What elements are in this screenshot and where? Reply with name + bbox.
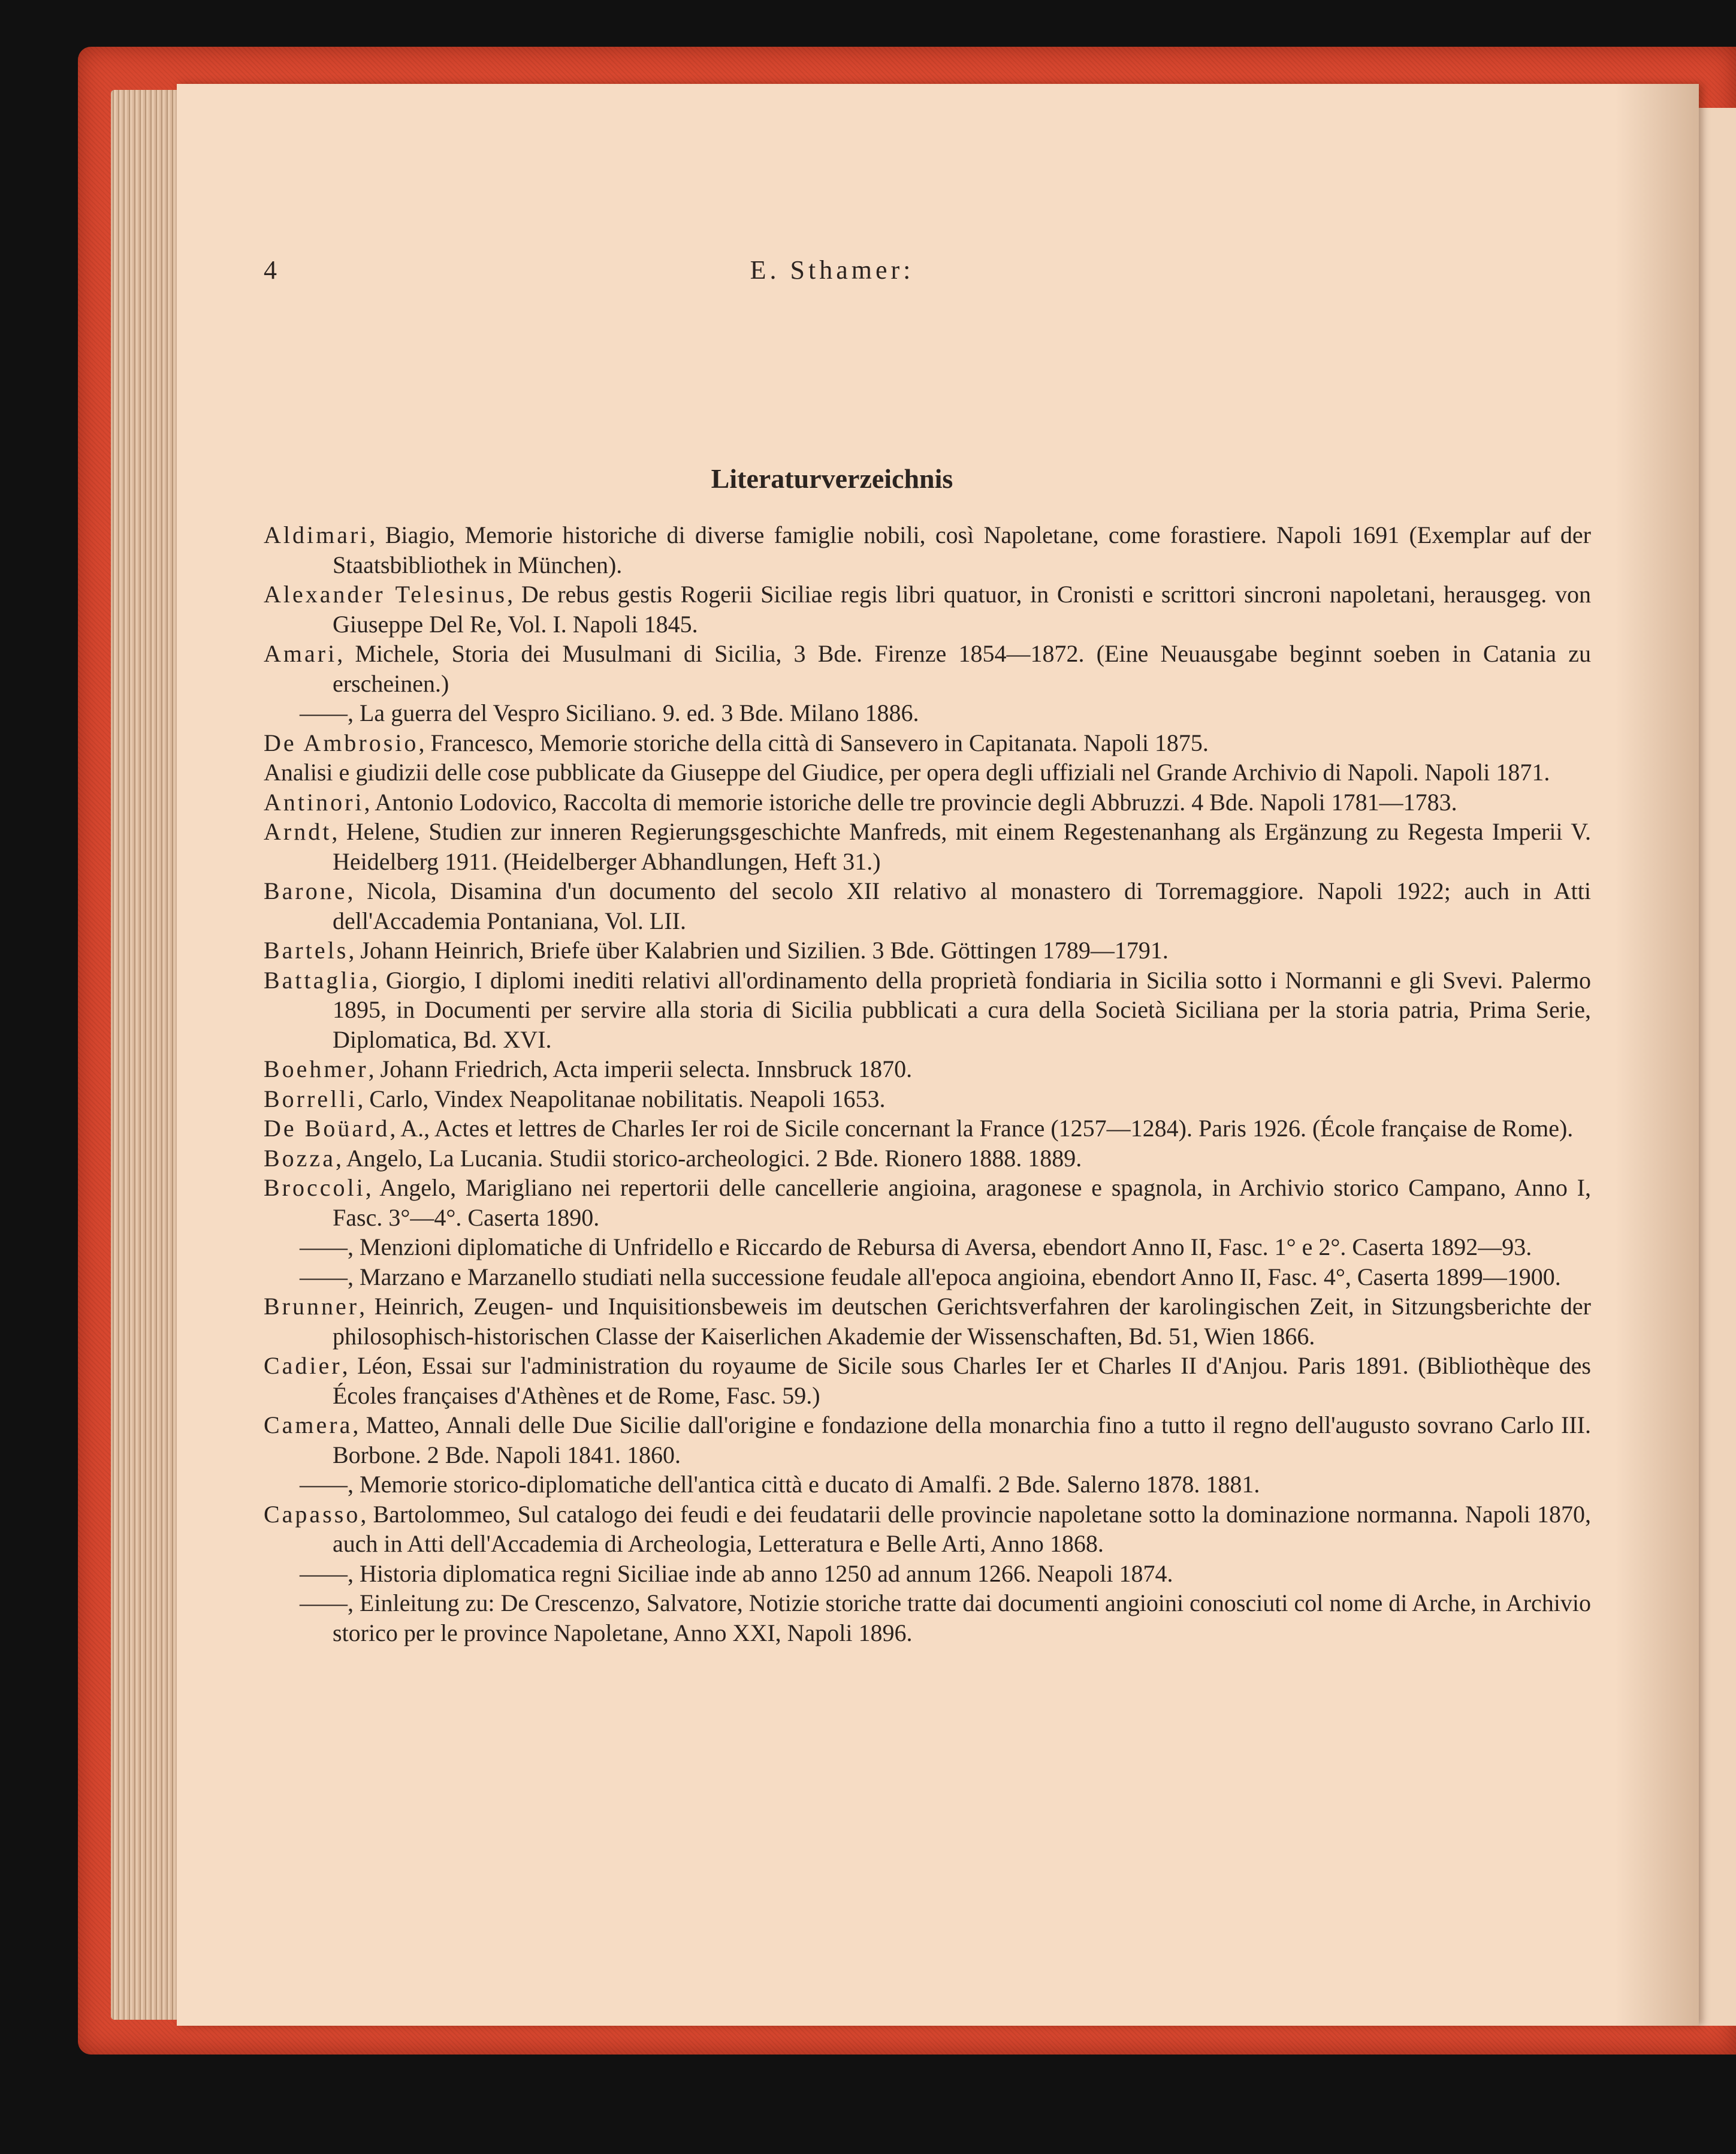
entry-text: , Angelo, La Lucania. Studii storico-archeologici. 2 Bde. Rionero 1888. 1889. (335, 1144, 1082, 1172)
bibliography-entry (264, 1500, 1591, 1559)
entry-text: , Matteo, Annali delle Due Sicilie dall'origine e fondazione della monarchia fino a tutto il regno dell'augusto sovrano Carlo III. Borbone. 2 Bde. Napoli 1841. 1860. (333, 1411, 1591, 1468)
entry-text: , Bartolommeo, Sul catalogo dei feudi e dei feudatarii delle provincie napoletane sotto la dominazione normanna. Napoli 1870, auch in Atti dell'Accademia di Archeologia, Letteratura e Belle Arti, Anno 1868. (333, 1500, 1591, 1557)
entry-author: —— (300, 1589, 348, 1616)
bibliography-entry (264, 966, 1591, 1055)
entry-author: Borrelli (264, 1085, 358, 1112)
entry-text: , Antonio Lodovico, Raccolta di memorie istoriche delle tre provincie degli Abbruzzi. 4 Bde. Napoli 1781—1783. (364, 788, 1457, 816)
bibliography-entry (264, 1588, 1591, 1648)
bibliography-entry (264, 876, 1591, 936)
entry-author: Bartels (264, 937, 349, 964)
entry-text: , Giorgio, I diplomi inediti relativi all'ordinamento della proprietà fondiaria in Sicilia sotto i Normanni e gli Svevi. Palermo 1895, in Documenti per servire alla storia di Sicilia pubblicati a cura della Società Siciliana per la storia patria, Prima Serie, Diplomatica, Bd. XVI. (333, 966, 1591, 1053)
entry-text: , A., Actes et lettres de Charles Ier roi de Sicile concernant la France (1257—1284). Paris 1926. (École française de Rome). (390, 1115, 1574, 1142)
bibliography-entry (264, 580, 1591, 639)
entry-author: —— (300, 1263, 348, 1290)
page-number: 4 (264, 255, 277, 285)
bibliography-entry (264, 1232, 1591, 1262)
entry-author: Barone (264, 877, 348, 904)
entry-text: , Angelo, Marigliano nei repertorii delle cancellerie angioina, aragonese e spagnola, in Archivio storico Campano, Anno I, Fasc. 3°—4°. Caserta 1890. (333, 1174, 1591, 1231)
bibliography-entry (264, 1054, 1591, 1084)
entry-text: , Johann Heinrich, Briefe über Kalabrien und Sizilien. 3 Bde. Göttingen 1789—1791. (348, 937, 1169, 964)
entry-author: Cadier (264, 1352, 342, 1379)
entry-author: De Boüard (264, 1115, 390, 1142)
bibliography-entry (264, 758, 1591, 788)
bibliography-entry (264, 728, 1591, 758)
entry-text: , Einleitung zu: De Crescenzo, Salvatore, Notizie storiche tratte dai documenti angioini conosciuti col nome di Arche, in Archivio storico per le province Napoletane, Anno XXI, Napoli 1896. (333, 1589, 1591, 1646)
entry-author: —— (300, 699, 348, 726)
bibliography-entry (264, 1262, 1591, 1292)
entry-text: , Heinrich, Zeugen- und Inquisitionsbeweis im deutschen Gerichtsverfahren der karolingischen Zeit, in Sitzungsberichte der philosophisch-historischen Classe der Kaiserlichen Akademie der Wissenschaften, Bd. 51, Wien 1866. (333, 1293, 1591, 1350)
entry-author: Aldimari (264, 521, 370, 548)
entry-author: Capasso (264, 1500, 361, 1528)
entry-author: Broccoli (264, 1174, 366, 1201)
bibliography-entry (264, 639, 1591, 698)
entry-author: Bozza (264, 1144, 336, 1172)
entry-text: Analisi e giudizii delle cose pubblicate da Giuseppe del Giudice, per opera degli uffiziali nel Grande Archivio di Napoli. Napoli 1871. (264, 759, 1550, 786)
entry-author: Boehmer (264, 1055, 369, 1082)
entry-text: , Léon, Essai sur l'administration du royaume de Sicile sous Charles Ier et Charles II d'Anjou. Paris 1891. (Bibliothèque des Écoles françaises d'Athènes et de Rome, Fasc. 59.) (333, 1352, 1591, 1409)
entry-author: De Ambrosio (264, 729, 419, 756)
bibliography-entry (264, 1470, 1591, 1500)
entry-text: , Nicola, Disamina d'un documento del secolo XII relativo al monastero di Torremaggiore. Napoli 1922; auch in Atti dell'Accademia Pontaniana, Vol. LII. (333, 877, 1591, 934)
bibliography-entry (264, 1292, 1591, 1351)
bibliography-entry (264, 1351, 1591, 1410)
entry-text: , Helene, Studien zur inneren Regierungsgeschichte Manfreds, mit einem Regestenanhang als Ergänzung zu Regesta Imperii V. Heidelberg 1911. (Heidelberger Abhandlungen, Heft 31.) (331, 818, 1591, 875)
entry-text: , Menzioni diplomatiche di Unfridello e Riccardo de Rebursa di Aversa, ebendort Anno II, Fasc. 1° e 2°. Caserta 1892—93. (348, 1233, 1532, 1260)
entry-text: , Francesco, Memorie storiche della città di Sansevero in Capitanata. Napoli 1875. (418, 729, 1209, 756)
bibliography-entry (264, 1410, 1591, 1470)
bibliography-entry (264, 1084, 1591, 1114)
bibliography-entry (264, 1559, 1591, 1589)
entry-text: , Carlo, Vindex Neapolitanae nobilitatis. Neapoli 1653. (357, 1085, 886, 1112)
entry-author: —— (300, 1233, 348, 1260)
page-header (0, 255, 1736, 291)
entry-text: , De rebus gestis Rogerii Siciliae regis libri quatuor, in Cronisti e scrittori sincroni napoletani, herausgeg. von Giuseppe Del Re, Vol. I. Napoli 1845. (333, 581, 1591, 638)
entry-text: , Johann Friedrich, Acta imperii selecta. Innsbruck 1870. (368, 1055, 913, 1082)
entry-text: , La guerra del Vespro Siciliano. 9. ed. 3 Bde. Milano 1886. (348, 699, 919, 726)
bibliography-entry (264, 1114, 1591, 1144)
entry-author: Battaglia (264, 966, 372, 994)
bibliography-entry (264, 788, 1591, 817)
bibliography-entry (264, 520, 1591, 580)
entry-author: Amari (264, 640, 337, 667)
bibliography-entry (264, 698, 1591, 728)
running-head: E. Sthamer: (750, 255, 914, 285)
entry-text: , Michele, Storia dei Musulmani di Sicilia, 3 Bde. Firenze 1854—1872. (Eine Neuausgabe beginnt soeben in Catania zu erscheinen.) (333, 640, 1591, 697)
entry-text: , Marzano e Marzanello studiati nella successione feudale all'epoca angioina, ebendort Anno II, Fasc. 4°, Caserta 1899—1900. (348, 1263, 1561, 1290)
bibliography-entry (264, 1144, 1591, 1173)
entry-text: , Historia diplomatica regni Siciliae inde ab anno 1250 ad annum 1266. Neapoli 1874. (348, 1559, 1173, 1587)
bibliography-entry (264, 817, 1591, 876)
entry-text: , Memorie storico-diplomatiche dell'antica città e ducato di Amalfi. 2 Bde. Salerno 1878. 1881. (348, 1471, 1260, 1498)
entry-text: , Biagio, Memorie historiche di diverse famiglie nobili, così Napoletane, come forastiere. Napoli 1691 (Exemplar auf der Staatsbibliothek in München). (333, 521, 1591, 578)
section-title: Literaturverzeichnis (711, 463, 953, 494)
bibliography-entry (264, 936, 1591, 966)
entry-author: Brunner (264, 1293, 360, 1320)
entry-author: Camera (264, 1411, 353, 1438)
entry-author: Arndt (264, 818, 332, 845)
entry-author: Alexander Telesinus (264, 581, 508, 608)
entry-author: Antinori (264, 788, 364, 816)
next-page-edge (1699, 108, 1736, 2026)
entry-author: —— (300, 1471, 348, 1498)
bibliography-entry (264, 1173, 1591, 1232)
entry-author: —— (300, 1559, 348, 1587)
bibliography-list (264, 520, 1591, 1648)
